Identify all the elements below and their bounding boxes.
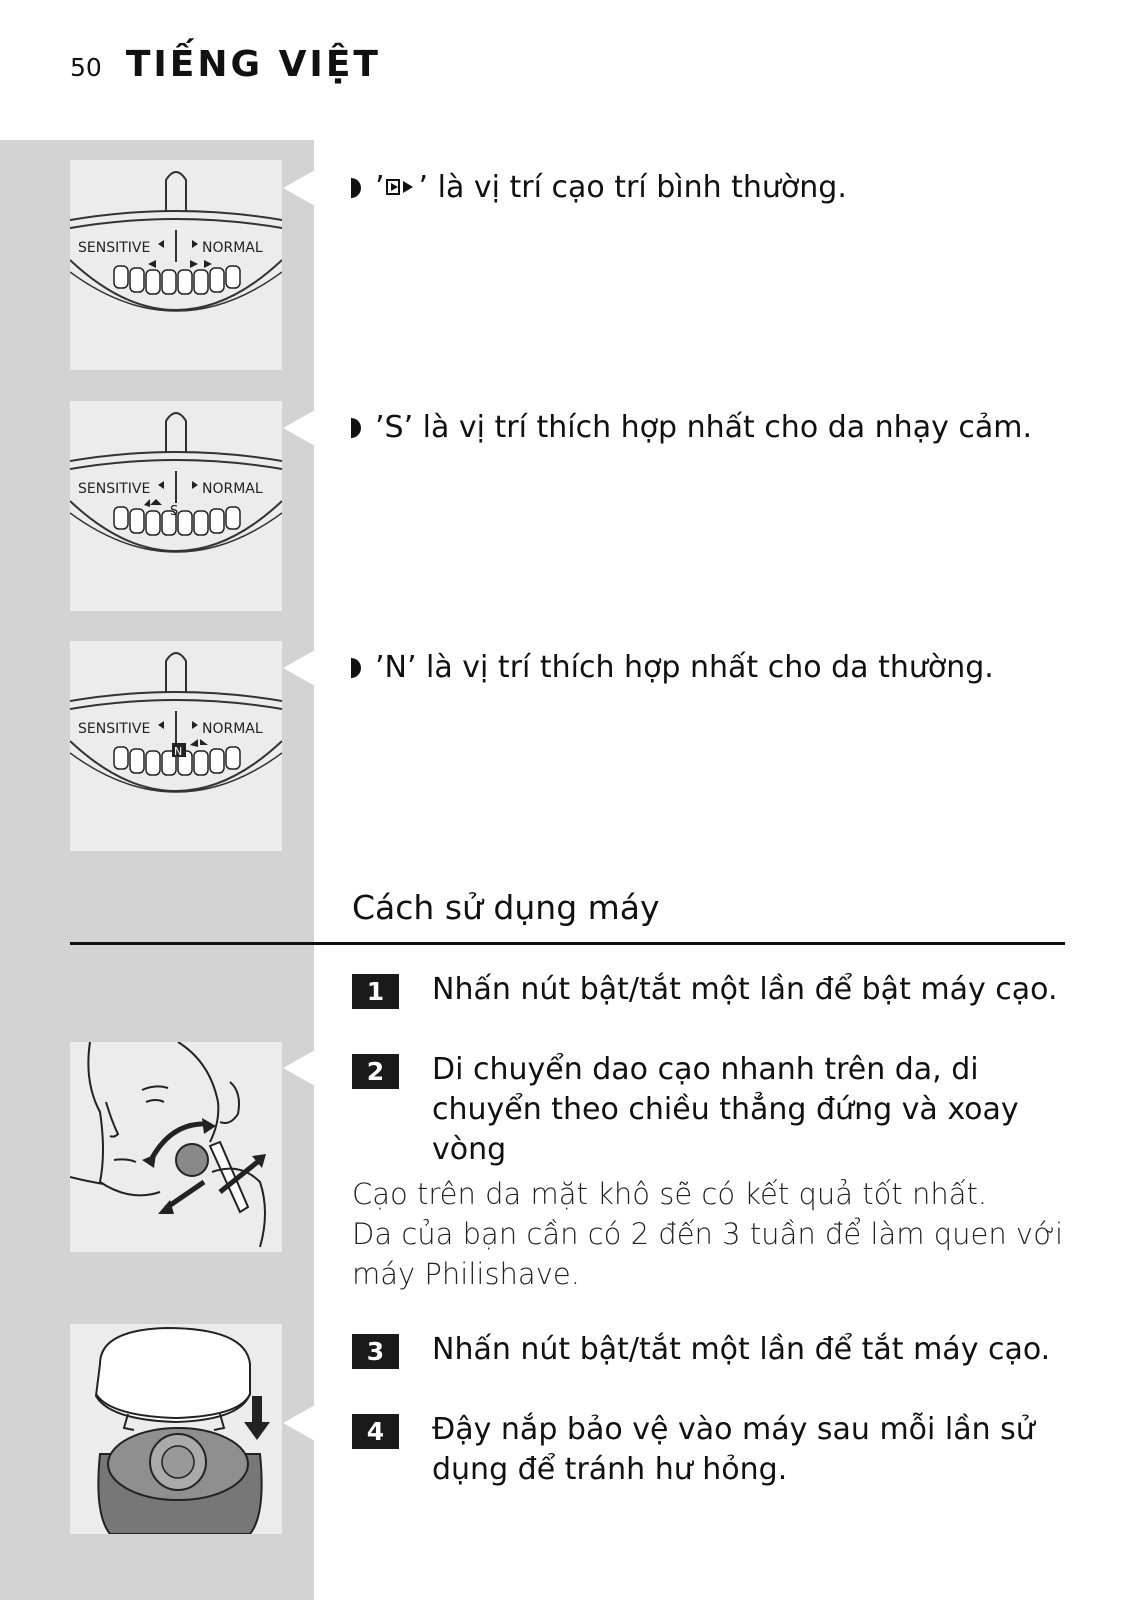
shaving-note — [352, 1174, 1072, 1294]
dial-sensitive-label: SENSITIVE — [78, 721, 151, 737]
step-2 — [352, 1050, 1062, 1170]
step-number: 3 — [352, 1334, 399, 1369]
step-text: Nhấn nút bật/tắt một lần để bật máy cạo. — [432, 972, 1058, 1007]
bullet-icon — [351, 178, 361, 198]
dial-sensitive-label: SENSITIVE — [78, 240, 151, 256]
step-text: Đậy nắp bảo vệ vào máy sau mỗi lần sử dụng để tránh hư hỏng. — [432, 1412, 1035, 1487]
step-text: Nhấn nút bật/tắt một lần để tắt máy cạo. — [432, 1332, 1051, 1367]
step-number: 2 — [352, 1054, 399, 1089]
bullet-icon — [351, 418, 361, 438]
bullet-text: ’ là vị trí cạo trí bình thường. — [418, 170, 847, 205]
note-line: Da của bạn cần có 2 đến 3 tuần để làm quen với máy Philishave. — [352, 1217, 1064, 1291]
dial-n-mark: N — [174, 745, 183, 758]
section-title: Cách sử dụng máy — [352, 888, 660, 927]
section-divider — [70, 942, 1065, 945]
dial-sensitive-label: SENSITIVE — [78, 481, 151, 497]
panel-pointer — [283, 1050, 315, 1086]
bullet-sensitive-setting — [351, 410, 1032, 445]
panel-pointer — [283, 410, 315, 446]
language-title: TIẾNG VIỆT — [125, 44, 381, 85]
dial-s-mark: S — [170, 504, 179, 519]
dial-illustration-normal — [70, 641, 282, 851]
step-number: 4 — [352, 1414, 399, 1449]
panel-pointer — [283, 170, 315, 206]
bullet-comfort-setting — [351, 170, 847, 205]
protection-cap-illustration — [70, 1324, 282, 1534]
step-number: 1 — [352, 974, 399, 1009]
step-1 — [352, 970, 1062, 1010]
step-text: Di chuyển dao cạo nhanh trên da, di chuyển theo chiều thẳng đứng và xoay vòng — [432, 1052, 1019, 1167]
shaving-illustration — [70, 1042, 282, 1252]
dial-illustration-comfort — [70, 160, 282, 370]
comfort-setting-icon — [385, 170, 419, 205]
note-line: Cạo trên da mặt khô sẽ có kết quả tốt nhất. — [352, 1177, 988, 1211]
bullet-icon — [351, 658, 361, 678]
bullet-normal-setting — [351, 650, 994, 685]
bullet-prefix: ’ — [375, 170, 385, 205]
page-header — [70, 44, 381, 88]
dial-normal-label: NORMAL — [202, 481, 263, 497]
panel-pointer — [283, 1405, 315, 1441]
panel-pointer — [283, 650, 315, 686]
page-number: 50 — [70, 53, 102, 82]
bullet-text: ’S’ là vị trí thích hợp nhất cho da nhạy cảm. — [375, 410, 1033, 445]
dial-normal-label: NORMAL — [202, 721, 263, 737]
step-4 — [352, 1410, 1062, 1490]
bullet-text: ’N’ là vị trí thích hợp nhất cho da thường. — [375, 650, 994, 685]
step-3 — [352, 1330, 1062, 1370]
dial-illustration-sensitive — [70, 401, 282, 611]
dial-normal-label: NORMAL — [202, 240, 263, 256]
